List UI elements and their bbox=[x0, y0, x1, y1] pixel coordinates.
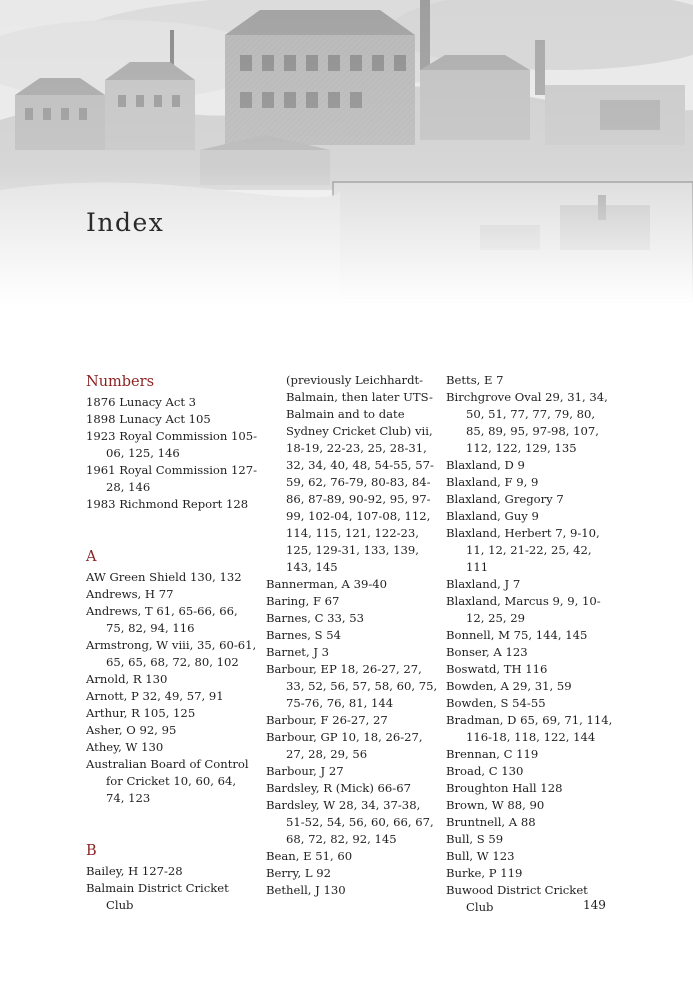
index-entry: Betts, E 7 bbox=[446, 373, 504, 387]
index-entry: Blaxland, D 9 bbox=[446, 458, 525, 472]
index-entry: Bethell, J 130 bbox=[266, 883, 346, 897]
index-entry: Boswatd, TH 116 bbox=[446, 662, 548, 676]
index-entry: Arnott, P 32, 49, 57, 91 bbox=[86, 689, 224, 703]
index-entry: Australian Board of Control for Cricket 10, 60, 64, 74, 123 bbox=[86, 757, 249, 805]
index-entry: Blaxland, F 9, 9 bbox=[446, 475, 539, 489]
page-number: 149 bbox=[583, 898, 606, 912]
index-entry: Andrews, T 61, 65-66, 66, 75, 82, 94, 116 bbox=[86, 604, 238, 635]
index-entry: Bradman, D 65, 69, 71, 114, 116-18, 118, 122, 144 bbox=[446, 713, 613, 744]
index-entry: Baring, F 67 bbox=[266, 594, 340, 608]
index-entry: Andrews, H 77 bbox=[86, 587, 174, 601]
index-entry: Armstrong, W viii, 35, 60-61, 65, 65, 68, 72, 80, 102 bbox=[86, 638, 257, 669]
index-entry: Barbour, GP 10, 18, 26-27, 27, 28, 29, 56 bbox=[266, 730, 423, 761]
index-entry: Bowden, S 54-55 bbox=[446, 696, 546, 710]
index-entry: Bardsley, R (Mick) 66-67 bbox=[266, 781, 411, 795]
industrial-harbour-illustration bbox=[0, 0, 693, 305]
index-entry: Blaxland, Gregory 7 bbox=[446, 492, 564, 506]
index-entry: Buwood District Cricket Club bbox=[446, 883, 588, 914]
page-title: Index bbox=[86, 208, 165, 237]
index-entry: Arnold, R 130 bbox=[86, 672, 168, 686]
index-entry: Arthur, R 105, 125 bbox=[86, 706, 196, 720]
index-column-2 bbox=[266, 372, 438, 899]
index-entry: Brown, W 88, 90 bbox=[446, 798, 545, 812]
index-section-numbers bbox=[86, 372, 258, 513]
index-entry: Broughton Hall 128 bbox=[446, 781, 563, 795]
index-entry: Blaxland, J 7 bbox=[446, 577, 521, 591]
index-entry-continuation: (previously Leichhardt-Balmain, then later UTS-Balmain and to date Sydney Cricket Club) vii, 18-19, 22-23, 25, 28-31, 32, 34, 40, 48, 54-55, 57-59, 62, 76-79, 80-83, 84-86, 87-89, 90-92, 95, 97-99, 102-04, 107-08, 112, 114, 115, 121, 122-23, 125, 129-31, 133, 139, 143, 145 bbox=[286, 373, 434, 574]
index-entry: Barbour, J 27 bbox=[266, 764, 344, 778]
index-entry: 1876 Lunacy Act 3 bbox=[86, 395, 197, 409]
section-heading: Numbers bbox=[86, 374, 155, 390]
index-entry: Blaxland, Marcus 9, 9, 10-12, 25, 29 bbox=[446, 594, 601, 625]
index-section-a bbox=[86, 547, 258, 807]
index-entry: Brennan, C 119 bbox=[446, 747, 539, 761]
index-entry: Blaxland, Herbert 7, 9-10, 11, 12, 21-22, 25, 42, 111 bbox=[446, 526, 600, 574]
index-entry: Bonnell, M 75, 144, 145 bbox=[446, 628, 588, 642]
index-column-1 bbox=[86, 372, 258, 914]
index-entry: Athey, W 130 bbox=[86, 740, 164, 754]
index-entry: Blaxland, Guy 9 bbox=[446, 509, 539, 523]
index-entry: Bonser, A 123 bbox=[446, 645, 528, 659]
index-entry: 1923 Royal Commission 105-06, 125, 146 bbox=[86, 429, 258, 460]
index-entry: Broad, C 130 bbox=[446, 764, 524, 778]
index-entry: Bannerman, A 39-40 bbox=[266, 577, 387, 591]
index-column-3 bbox=[446, 372, 614, 916]
section-heading: B bbox=[86, 843, 97, 859]
index-entry: Bean, E 51, 60 bbox=[266, 849, 353, 863]
index-entry: Bardsley, W 28, 34, 37-38, 51-52, 54, 56, 60, 66, 67, 68, 72, 82, 92, 145 bbox=[266, 798, 434, 846]
index-entry: Bowden, A 29, 31, 59 bbox=[446, 679, 572, 693]
index-entry: Barnes, C 33, 53 bbox=[266, 611, 365, 625]
index-entry: Asher, O 92, 95 bbox=[86, 723, 177, 737]
index-entry: Bull, W 123 bbox=[446, 849, 515, 863]
index-entry: 1983 Richmond Report 128 bbox=[86, 497, 249, 511]
index-entry: Barbour, F 26-27, 27 bbox=[266, 713, 388, 727]
index-entry: Balmain District Cricket Club bbox=[86, 881, 229, 912]
header-engraving bbox=[0, 0, 693, 305]
section-heading: A bbox=[86, 549, 97, 565]
index-section-b bbox=[86, 841, 258, 914]
index-entry: 1961 Royal Commission 127-28, 146 bbox=[86, 463, 258, 494]
index-entry: Barnet, J 3 bbox=[266, 645, 330, 659]
index-entry: Bailey, H 127-28 bbox=[86, 864, 183, 878]
index-entry: AW Green Shield 130, 132 bbox=[86, 570, 242, 584]
index-entry: Barbour, EP 18, 26-27, 27, 33, 52, 56, 57, 58, 60, 75, 75-76, 76, 81, 144 bbox=[266, 662, 438, 710]
index-entry: Berry, L 92 bbox=[266, 866, 331, 880]
index-entry: Barnes, S 54 bbox=[266, 628, 342, 642]
index-entry: 1898 Lunacy Act 105 bbox=[86, 412, 211, 426]
index-entry: Bruntnell, A 88 bbox=[446, 815, 536, 829]
index-entry: Bull, S 59 bbox=[446, 832, 504, 846]
index-entry: Birchgrove Oval 29, 31, 34, 50, 51, 77, 77, 79, 80, 85, 89, 95, 97-98, 107, 112, 122, 129, 135 bbox=[446, 390, 608, 455]
index-entry: Burke, P 119 bbox=[446, 866, 523, 880]
